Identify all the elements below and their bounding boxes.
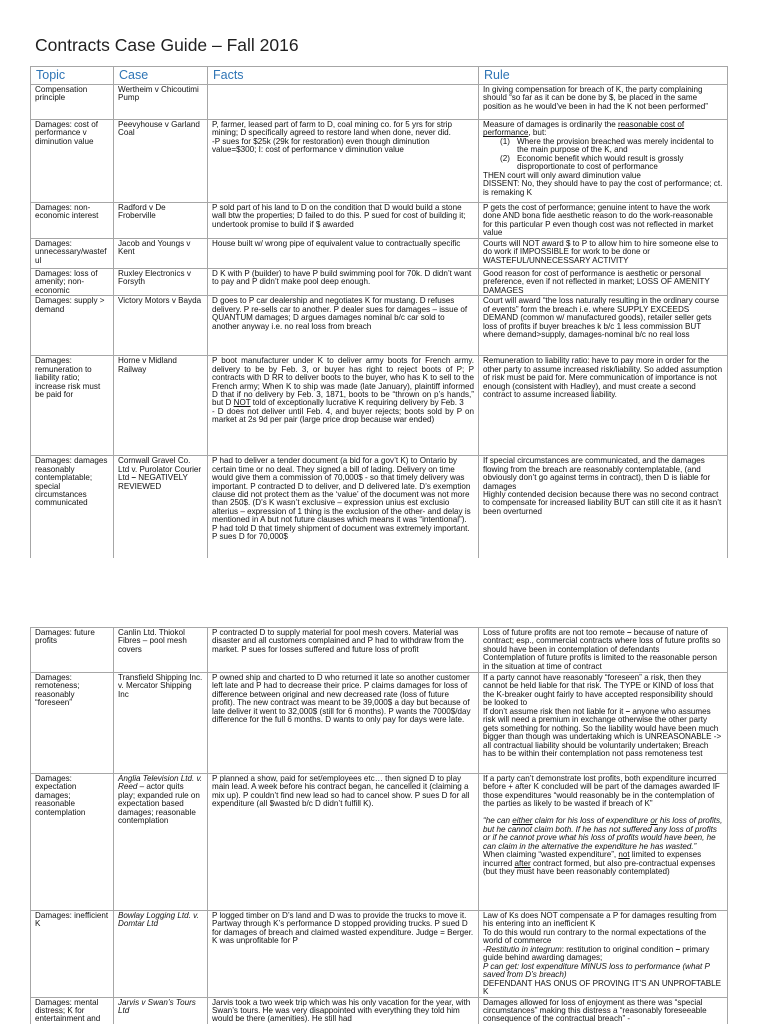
case-row [31,456,728,558]
rule-text-segment: either [512,816,533,826]
rule-cell [479,774,728,911]
topic-text: Damages: supply > demand [35,296,105,314]
topic-cell [31,268,114,295]
rule-text-segment: “he can [483,816,513,826]
facts-cell [208,296,479,356]
facts-text: P planned a show, paid for set/employees etc… then signed D to play main lead. A week before his contract began, he cancelled it (claiming a mix up). P couldn’t find new lead so had to cancel show. P sues D for all expenditure (all $wasted b/c D didn’t fulfill K). [212,774,470,809]
facts-text: - D does not deliver until Feb. 4, and buyer rejects; boots sold by P on market at 2s 9d per pair (large price drop because war ended) [212,406,474,425]
rule-text-segment: reasonable cost of performance [483,120,685,138]
facts-content [212,270,474,287]
topic-text: Damages: remoteness; reasonably “foreseen” [35,673,80,708]
topic-content [35,629,109,646]
case-content [118,629,203,654]
rule-text: P gets the cost of performance; genuine intent to have the work done AND bona fide aesthetic reason to do the work-reasonable for this particular P even though cost was not reflected in market value [483,203,714,238]
facts-content [212,674,474,725]
topic-content [35,297,109,314]
case-content [118,674,203,699]
facts-text: Jarvis took a two week trip which was his only vacation for the year, with Swan’s tours. He was very disappointed with everything they told him would be there (amenities). He still had [212,998,471,1024]
list-item-text: Economic benefit which would result is grossly disproportionate to cost of performance [517,153,684,172]
topic-text: Damages: unnecessary/wasteful [35,238,107,265]
case-row [31,673,728,774]
case-table-2 [30,627,728,1024]
topic-cell [31,997,114,1024]
case-cell [114,296,208,356]
case-content [118,204,203,221]
topic-content [35,204,109,221]
rule-text: Court will award “the loss naturally resulting in the ordinary course of events” form the breach i.e. where SUPPLY EXCEEDS DEMAND (common w/ manufactured goods), retailer seller gets loss of profits if buyer breaches k b/c 1 less commission BUT where demand>supply, damages-nominal b/c no real loss [483,296,720,339]
rule-text: Good reason for cost of performance is aesthetic or personal preference, even if not reflected in market; LOSS OF AMENITY DAMAGES [483,268,710,295]
topic-content [35,775,109,817]
topic-cell [31,774,114,911]
rule-cell [479,268,728,295]
rule-text: In giving compensation for breach of K, the party complaining should “so far as it can be done by $, be placed in the same position as he would’ve been in had the K not been performed” [483,85,708,111]
rule-text [483,851,723,876]
facts-cell [208,628,479,673]
case-cell [114,456,208,558]
case-text: Ruxley Electronics v Forsyth [118,268,191,287]
case-content [118,357,203,374]
case-text [118,999,203,1016]
topic-text: Damages: cost of performance v diminution value [35,120,98,146]
rule-text [483,817,723,851]
topic-cell [31,456,114,558]
rule-text-segment: , but: [528,128,547,138]
facts-cell [208,456,479,558]
facts-text: D K with P (builder) to have P build swimming pool for 70k. D didn’t want to pay and P didn’t make pool deep enough. [212,268,472,287]
rule-text [483,121,723,138]
header-rule: Rule [479,67,728,85]
case-row [31,296,728,356]
topic-content [35,674,109,708]
topic-text: Damages: inefficient K [35,911,109,929]
topic-content [35,999,109,1024]
rule-text: Highly contended decision because there was no second contract to compensate for increased liability BUT can still cite it as it hasn’t been overturned [483,489,722,516]
case-text-segment: Cornwall Gravel Co. Ltd v. Purolator Courier Ltd [118,456,202,483]
topic-content [35,270,109,295]
topic-content [35,240,109,265]
rule-text: Courts will NOT award $ to P to allow him to hire someone else to do work if IMPOSSIBLE for work to be done or WASTEFUL/UNNECESSARY ACTIVITY [483,238,719,265]
facts-text-segment: told of exceptionally lucrative K requiring delivery by Feb. 3 [250,398,464,408]
facts-cell [208,673,479,774]
case-text-segment: – [131,473,137,483]
rule-text: DEFENDANT HAS ONUS OF PROVING IT’S AN UNPROFTABLE K [483,978,722,997]
topic-cell [31,238,114,268]
table-body [31,628,728,1024]
rule-text-segment: not [618,850,630,860]
case-row [31,356,728,456]
header-topic: Topic [31,67,114,85]
facts-text: -P sues for $25k (29k for restoration) even though diminution value=$300; I: cost of performance v diminution value [212,136,430,155]
facts-cell [208,911,479,998]
case-content [118,270,203,287]
case-cell [114,911,208,998]
case-text: Horne v Midland Railway [118,356,177,374]
rule-cell [479,203,728,239]
rule-text: THEN court will only award diminution value [483,170,641,180]
case-table-1-container [30,66,728,558]
topic-cell [31,673,114,774]
case-cell [114,238,208,268]
case-text: Jacob and Youngs v Kent [118,238,191,257]
rule-content [483,999,723,1024]
facts-cell [208,238,479,268]
case-text-segment: NEGATIVELY REVIEWED [118,473,188,491]
case-row [31,997,728,1024]
rule-cell [479,120,728,203]
topic-text: Damages: damages reasonably contemplatable; special circumstances communicated [35,456,108,508]
rule-text [483,963,723,980]
topic-text: Damages: non-economic interest [35,203,99,221]
rule-cell [479,673,728,774]
facts-text: P, farmer, leased part of farm to D, coal mining co. for 5 yrs for strip mining; D specifically agreed to restore land when done, never did. [212,120,453,138]
case-text [118,457,203,491]
facts-text: House built w/ wrong pipe of equivalent value to contractually specific [212,238,461,248]
topic-cell [31,628,114,673]
rule-text: Law of Ks does NOT compensate a P for damages resulting from his entering into an inefficient K [483,911,717,929]
rule-content [483,629,723,671]
case-text: Radford v De Froberville [118,203,166,221]
case-text [118,775,203,826]
case-text-segment: Bowlay Logging Ltd. v. Domtar Ltd [118,911,199,929]
case-cell [114,85,208,120]
facts-content [212,297,474,331]
facts-cell [208,268,479,295]
facts-cell [208,997,479,1024]
facts-text: P logged timber on D’s land and D was to provide the trucks to move it. Partway through K’s performance D stopped providing trucks. P sued D for damages of breach and claimed wasted expenditure. Judge = Berger. K was unprofitable for P [212,911,474,946]
rule-text-segment: Loss of future profits are not too remote [483,628,627,637]
rule-cell [479,356,728,456]
topic-cell [31,356,114,456]
facts-cell [208,774,479,911]
rule-text-segment: – [625,706,631,716]
rule-content [483,775,723,876]
rule-cell [479,628,728,673]
case-cell [114,774,208,911]
list-marker: (1) [500,136,510,146]
rule-text: Remuneration to liability ratio: have to pay more in order for the other party to assume increased risk/liability. So added assumption of risk must be paid for. Mere communication of importance is not enough (consistent with Hadley), and must create a second contract to assume increased liability. [483,356,723,399]
rule-text-segment: Measure of damages is ordinarily the [483,120,618,129]
header-facts: Facts [208,67,479,85]
case-table-2-container [30,627,728,1024]
case-row [31,203,728,239]
rule-text: To do this would run contrary to the normal expectations of the world of commerce [483,927,707,946]
topic-text: Compensation principle [35,85,88,103]
facts-text: P had to deliver a tender document (a bid for a gov’t K) to Ontario by certain time or no deal. They signed a bill of lading. Delivery on time would give them a commission of 70,000$ - so that timely delivery was important. P contracted D to deliver, and D delivered late. D’s exemption clause did not protect them as the ‘value’ of the document was not more than 250$. (D’s K wasn’t exclusive – expression unius est exclusio alterius – expression of 1 thing is the exclusion of the other- and delay is mentioned in A but not future clauses which means it was “intentional”). P had told D that timely shipment of document was extremely important. P sues D for 70,000$ [212,456,471,542]
case-row [31,911,728,998]
topic-cell [31,120,114,203]
rule-content [483,674,723,759]
rule-text: DISSENT: No, they should have to pay the cost of performance; ct. is remaking K [483,179,723,197]
topic-cell [31,85,114,120]
case-content [118,121,203,138]
facts-content [212,457,474,542]
case-content [118,86,203,103]
case-text: Transfield Shipping Inc. v. Mercator Shipping Inc [118,673,203,699]
topic-cell [31,296,114,356]
case-content [118,912,203,929]
rule-text [483,708,723,759]
rule-text-segment: If don’t assume risk then not liable for it [483,706,626,716]
rule-text-segment: : restitution to original condition [561,944,676,954]
rule-text-segment: limited to expenses incurred [483,850,702,868]
rule-text-segment: – [675,944,681,954]
case-cell [114,628,208,673]
case-content [118,240,203,257]
list-item-text: Where the provision breached was merely incidental to the main purpose of the K, and [517,136,714,155]
topic-cell [31,203,114,239]
case-content [118,999,203,1016]
rule-text-segment: P can get: lost expenditure MINUS loss to performance (what P saved from D’s breach) [483,961,710,980]
case-row [31,85,728,120]
rule-text: If special circumstances are communicated, and the damages flowing from the breach are reasonably contemplatable, (and obviously don’t go against terms in contract), then D is liable for damages [483,456,711,491]
rule-text: If a party cannot have reasonably “foreseen” a risk, then they cannot be held liable for that risk. The TYPE or KIND of loss that the K-breaker ought fairly to have accepted responsibility should be looked to [483,673,714,708]
rule-text-segment: after [514,858,531,868]
rule-text: If a party can’t demonstrate lost profits, both expenditure incurred before + after K concluded will be part of the damages awarded IF those expenditures “would reasonably be in the contemplation of the parties as likely to be wasted if breach of K” [483,774,720,809]
case-cell [114,203,208,239]
rule-text-segment: claim for his loss of expenditure [532,816,651,826]
rule-text-segment: because of nature of contract; esp., commercial contracts where loss of future profits so should have been in contemplation of defendants [483,628,721,654]
case-text-segment: Anglia Television Ltd. v. Reed [118,774,203,792]
case-row [31,628,728,673]
topic-text: Damages: expectation damages; reasonable contemplation [35,774,86,817]
topic-content [35,86,109,103]
case-text: Victory Motors v Bayda [118,296,202,306]
facts-text-segment: NOT [233,398,251,408]
list-marker: (2) [500,153,510,163]
facts-text [212,357,474,408]
rule-content [483,912,723,997]
topic-content [35,357,109,399]
rule-cell [479,997,728,1024]
rule-text-segment: When claiming “wasted expenditure”, [483,850,619,860]
case-cell [114,120,208,203]
case-cell [114,268,208,295]
case-row [31,774,728,911]
rule-text-segment: anyone who assumes risk will need a premium in exchange otherwise the other party gets something for nothing. So the liability would have been much bigger than though was undertaking which is UNREASONABLE -> all contractual liability should be voluntarily undertaken; Breach has to be within their contemplation not pass remoteness test [483,706,722,759]
facts-content [212,999,474,1024]
topic-text: Damages: loss of amenity; non-economic [35,268,98,295]
case-cell [114,673,208,774]
rule-text-segment: primary guide behind awarding damages; [483,944,710,963]
facts-cell [208,203,479,239]
facts-content [212,775,474,809]
case-text: Peevyhouse v Garland Coal [118,120,200,138]
topic-content [35,912,109,929]
rule-content [483,270,723,295]
table-body [31,85,728,559]
case-text [118,912,203,929]
case-text: Wertheim v Chicoutimi Pump [118,85,199,103]
facts-cell [208,356,479,456]
rule-text-segment: or [650,816,658,826]
header-case: Case [114,67,208,85]
page-title: Contracts Case Guide – Fall 2016 [35,35,299,55]
case-cell [114,356,208,456]
table-header-row [31,67,728,85]
case-row [31,238,728,268]
numbered-list-item [500,138,723,155]
topic-text: Damages: mental distress; K for entertainment and [35,998,101,1024]
facts-cell [208,120,479,203]
case-text-segment: – actor quits play; expanded rule on expectation based damages; reasonable contemplation [118,782,200,826]
case-cell [114,997,208,1024]
case-text-segment: Jarvis v Swan’s Tours Ltd [118,998,196,1015]
facts-content [212,204,474,229]
rule-cell [479,456,728,558]
rule-content [483,240,723,265]
rule-text: Contemplation of future profits is limited to the reasonable person in the situation at time of contract [483,653,717,671]
rule-cell [479,85,728,120]
rule-cell [479,911,728,998]
facts-content [212,240,474,248]
rule-content [483,121,723,197]
case-row [31,120,728,203]
numbered-list-item [500,155,723,172]
case-table-1 [30,66,728,558]
case-content [118,297,203,305]
topic-content [35,457,109,508]
rule-cell [479,296,728,356]
topic-text: Damages: future profits [35,628,95,646]
rule-cell [479,238,728,268]
facts-content [212,121,474,155]
topic-content [35,121,109,146]
facts-text-segment: P boot manufacturer under K to deliver army boots for French army. delivery to be by Feb. 3, or buyer has right to reject boots of P; P contracts with D RR to deliver boots to the buyer, who has K to sell to the French army; When K to ship was made (late January), plaintiff informed D that if no delivery by Feb. 3, 1871, boots to be “thrown on p’s hands,” but D [212,356,474,408]
case-row [31,268,728,295]
facts-cell [208,85,479,120]
rule-text-segment: his loss of profits, but he cannot claim both. If he has not suffered any loss of profits or if he cannot prove what his loss of profits would have been, he can claim in the alternative the expenditure he has wasted.” [483,816,723,851]
rule-text: Damages allowed for loss of enjoyment as there was “special circumstances” making this distress a “reasonably foreseeable consequence of the contractual breach” - [483,998,707,1024]
rule-text-segment: – [626,628,632,637]
case-text: Canlin Ltd. Thiokol Fibres – pool mesh covers [118,628,187,654]
case-content [118,457,203,491]
rule-text-segment: -Restitutio in integrum [483,944,562,954]
facts-content [212,357,474,425]
case-content [118,775,203,826]
rule-text-segment: contract formed, but also pre-contractual expenses (but they must have been reasonably contemplated) [483,858,716,876]
facts-text: D goes to P car dealership and negotiates K for mustang. D refuses delivery. P re-sells car to another. P dealer sues for damages – issue of QUANTUM damages; D argues damages nominal b/c car sold to another anyway i.e. no real loss from breach [212,296,468,331]
facts-text: P contracted D to supply material for pool mesh covers. Material was disaster and all customers complained and P had to withdraw from the market. P sues for losses suffered and future loss of profit [212,628,464,654]
rule-content [483,297,723,339]
rule-content [483,86,723,111]
rule-text [483,629,723,654]
rule-content [483,204,723,238]
topic-cell [31,911,114,998]
rule-text [483,946,723,963]
rule-content [483,457,723,516]
rule-content [483,357,723,399]
topic-text: Damages: remuneration to liability ratio; increase risk must be paid for [35,356,101,399]
facts-text: P owned ship and charted to D who returned it late so another customer left late and P had to decrease their price. P claims damages for loss of difference between original and new decreased rate (loss of future profit). The new contract was meant to be 39,000$ a day but because of late deliver it went to 32,000$ (still for 6 months). P wants the 7000$/day difference for the full 6 months. D wants to only pay for days were late. [212,673,471,725]
facts-content [212,912,474,946]
facts-text: P sold part of his land to D on the condition that D would build a stone wall btw the properties; D failed to do this. P sued for cost of building it; undertook promise to build if $ awarded [212,203,466,229]
facts-content [212,629,474,654]
